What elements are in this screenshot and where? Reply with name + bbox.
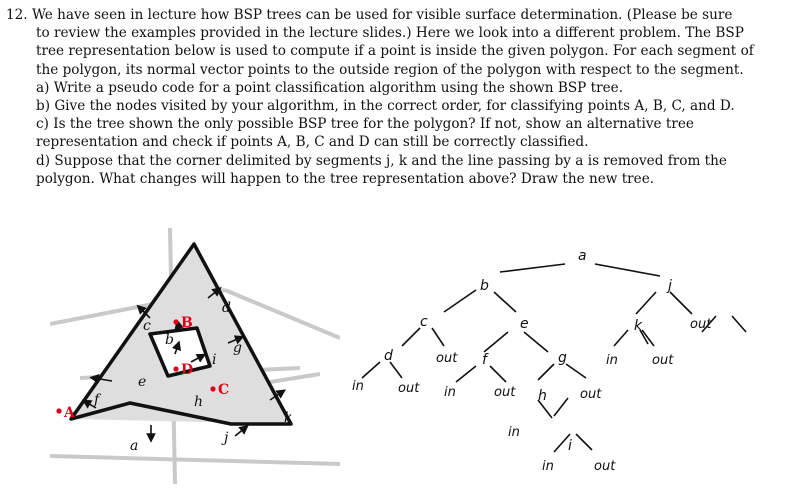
tree-node-a: a bbox=[578, 248, 587, 264]
point-b-label: B bbox=[181, 315, 193, 331]
point-d-dot bbox=[173, 366, 178, 371]
segment-label-h: h bbox=[194, 394, 204, 410]
part-d: d) Suppose that the corner delimited by segments j, k and the line passing by a is removed from the bbox=[36, 152, 727, 169]
segment-label-b: b bbox=[165, 332, 174, 348]
bsp-tree bbox=[340, 228, 800, 484]
tree-leaf: out bbox=[652, 353, 674, 368]
tree-node-b: b bbox=[480, 278, 489, 294]
tree-leaf: in bbox=[444, 385, 456, 400]
segment-label-d: d bbox=[222, 300, 231, 316]
point-b-dot bbox=[173, 319, 178, 324]
segment-label-g: g bbox=[233, 340, 242, 356]
tree-node-f: f bbox=[482, 352, 487, 368]
segment-label-c: c bbox=[143, 318, 151, 334]
tree-leaf: out bbox=[594, 459, 616, 474]
tree-leaf: in bbox=[508, 425, 520, 440]
point-a-dot bbox=[56, 408, 61, 413]
point-a-label: A bbox=[64, 405, 75, 421]
point-c-label: C bbox=[218, 382, 230, 398]
part-d-continued: polygon. What changes will happen to the tree representation above? Draw the new tree. bbox=[36, 170, 655, 187]
segment-label-a: a bbox=[130, 438, 139, 454]
tree-node-g: g bbox=[558, 350, 567, 366]
problem-line: tree representation below is used to compute if a point is inside the given polygon. For each segment of bbox=[36, 43, 754, 60]
part-c: c) Is the tree shown the only possible BSP tree for the polygon? If not, show an alternative tree bbox=[36, 116, 694, 133]
tree-node-j: j bbox=[668, 278, 672, 294]
problem-line: 12. We have seen in lecture how BSP trees can be used for visible surface determination. (Please be sure bbox=[6, 7, 733, 23]
tree-leaf: in bbox=[352, 379, 364, 394]
segment-label-f: f bbox=[94, 392, 100, 408]
tree-edges bbox=[362, 264, 746, 452]
tree-leaf: out bbox=[436, 351, 458, 366]
tree-node-h: h bbox=[538, 388, 547, 404]
problem-text bbox=[6, 6, 796, 188]
tree-node-d: d bbox=[384, 348, 393, 364]
part-a: a) Write a pseudo code for a point classification algorithm using the shown BSP tree. bbox=[36, 79, 624, 96]
tree-node-e: e bbox=[520, 316, 529, 332]
problem-line: the polygon, its normal vector points to the outside region of the polygon with respect to the segment. bbox=[36, 61, 744, 78]
tree-leaf: in bbox=[542, 459, 554, 474]
point-c-dot bbox=[210, 386, 215, 391]
tree-node-k: k bbox=[634, 318, 643, 334]
problem-line: to review the examples provided in the lecture slides.) Here we look into a different problem. The BSP bbox=[36, 25, 744, 42]
tree-node-i: i bbox=[568, 438, 572, 454]
tree-leaf: out bbox=[580, 387, 602, 402]
tree-leaf: out bbox=[494, 385, 516, 400]
segment-label-k: k bbox=[284, 410, 293, 426]
segment-label-i: i bbox=[212, 352, 217, 368]
polygon-figure bbox=[50, 228, 340, 484]
point-d-label: D bbox=[181, 362, 194, 378]
tree-node-c: c bbox=[420, 314, 428, 330]
tree-leaf: in bbox=[606, 353, 618, 368]
part-b: b) Give the nodes visited by your algorithm, in the correct order, for classifying points A, B, C, and D. bbox=[36, 98, 735, 115]
tree-leaf: out bbox=[690, 317, 712, 332]
tree-leaf: out bbox=[398, 381, 420, 396]
part-c-continued: representation and check if points A, B, C and D can still be correctly classified. bbox=[36, 134, 589, 151]
segment-label-e: e bbox=[138, 374, 147, 390]
segment-label-j: j bbox=[224, 430, 229, 446]
